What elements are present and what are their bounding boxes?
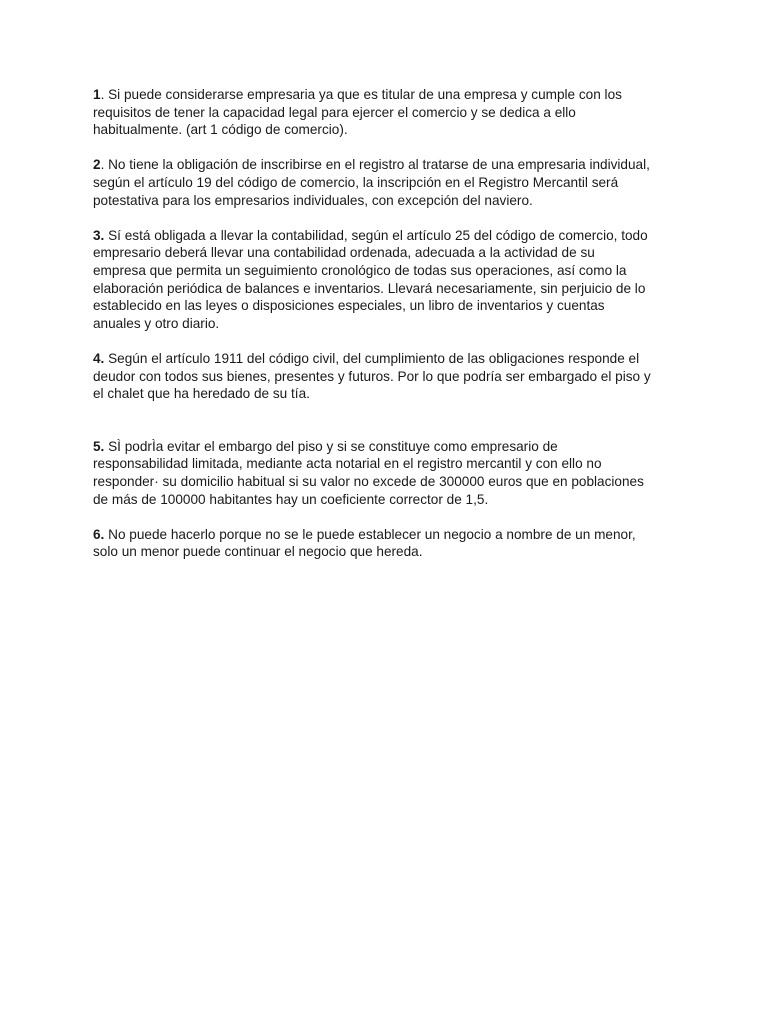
paragraph-text: Sí está obligada a llevar la contabilidad, según el artículo 25 del código de comercio, todo empresario deberá llevar una contabilidad ordenada, adecuada a la actividad de su empresa que permita un seguimiento cronológico de todas sus operaciones, así como la elaboración periódica de balances e inventarios. Llevará necesariamente, sin perjuicio de lo establecido en las leyes o disposiciones especiales, un libro de inventarios y cuentas anuales y otro diario. [93, 227, 648, 331]
paragraph-number: 6. [93, 526, 105, 542]
paragraph-3 [93, 227, 683, 333]
paragraph-number: 1 [93, 87, 101, 102]
paragraph-number: 2 [93, 157, 101, 173]
paragraph-2 [93, 156, 683, 209]
paragraph-text: . No tiene la obligación de inscribirse en el registro al tratarse de una empresaria individual, según el artículo 19 del código de comercio, la inscripción en el Registro Mercantil será potestativa para los empresarios individuales, con excepción del naviero. [93, 157, 650, 208]
paragraph-number: 3. [93, 227, 105, 243]
paragraph-6 [93, 526, 683, 561]
paragraph-text: Según el artículo 1911 del código civil, del cumplimiento de las obligaciones responde el deudor con todos sus bienes, presentes y futuros. Por lo que podría ser embargado el piso y el chalet que ha heredado de su tía. [93, 350, 651, 402]
paragraph-number: 5. [93, 438, 105, 454]
paragraph-4 [93, 350, 683, 403]
document-body [93, 86, 683, 561]
paragraph-number: 4. [93, 350, 105, 366]
paragraph-5 [93, 438, 683, 508]
paragraph-text: No puede hacerlo porque no se le puede establecer un negocio a nombre de un menor, solo un menor puede continuar el negocio que hereda. [93, 526, 636, 560]
paragraph-text: . Si puede considerarse empresaria ya que es titular de una empresa y cumple con los requisitos de tener la capacidad legal para ejercer el comercio y se dedica a ello habitualmente. (art 1 código de comercio). [93, 87, 622, 138]
paragraph-text: SÌ podrÌa evitar el embargo del piso y si se constituye como empresario de responsabilidad limitada, mediante acta notarial en el registro mercantil y con ello no responder· su domicilio habitual si su valor no excede de 300000 euros que en poblaciones de más de 100000 habitantes hay un coeficiente corrector de 1,5. [93, 438, 644, 507]
paragraph-1 [93, 86, 683, 139]
